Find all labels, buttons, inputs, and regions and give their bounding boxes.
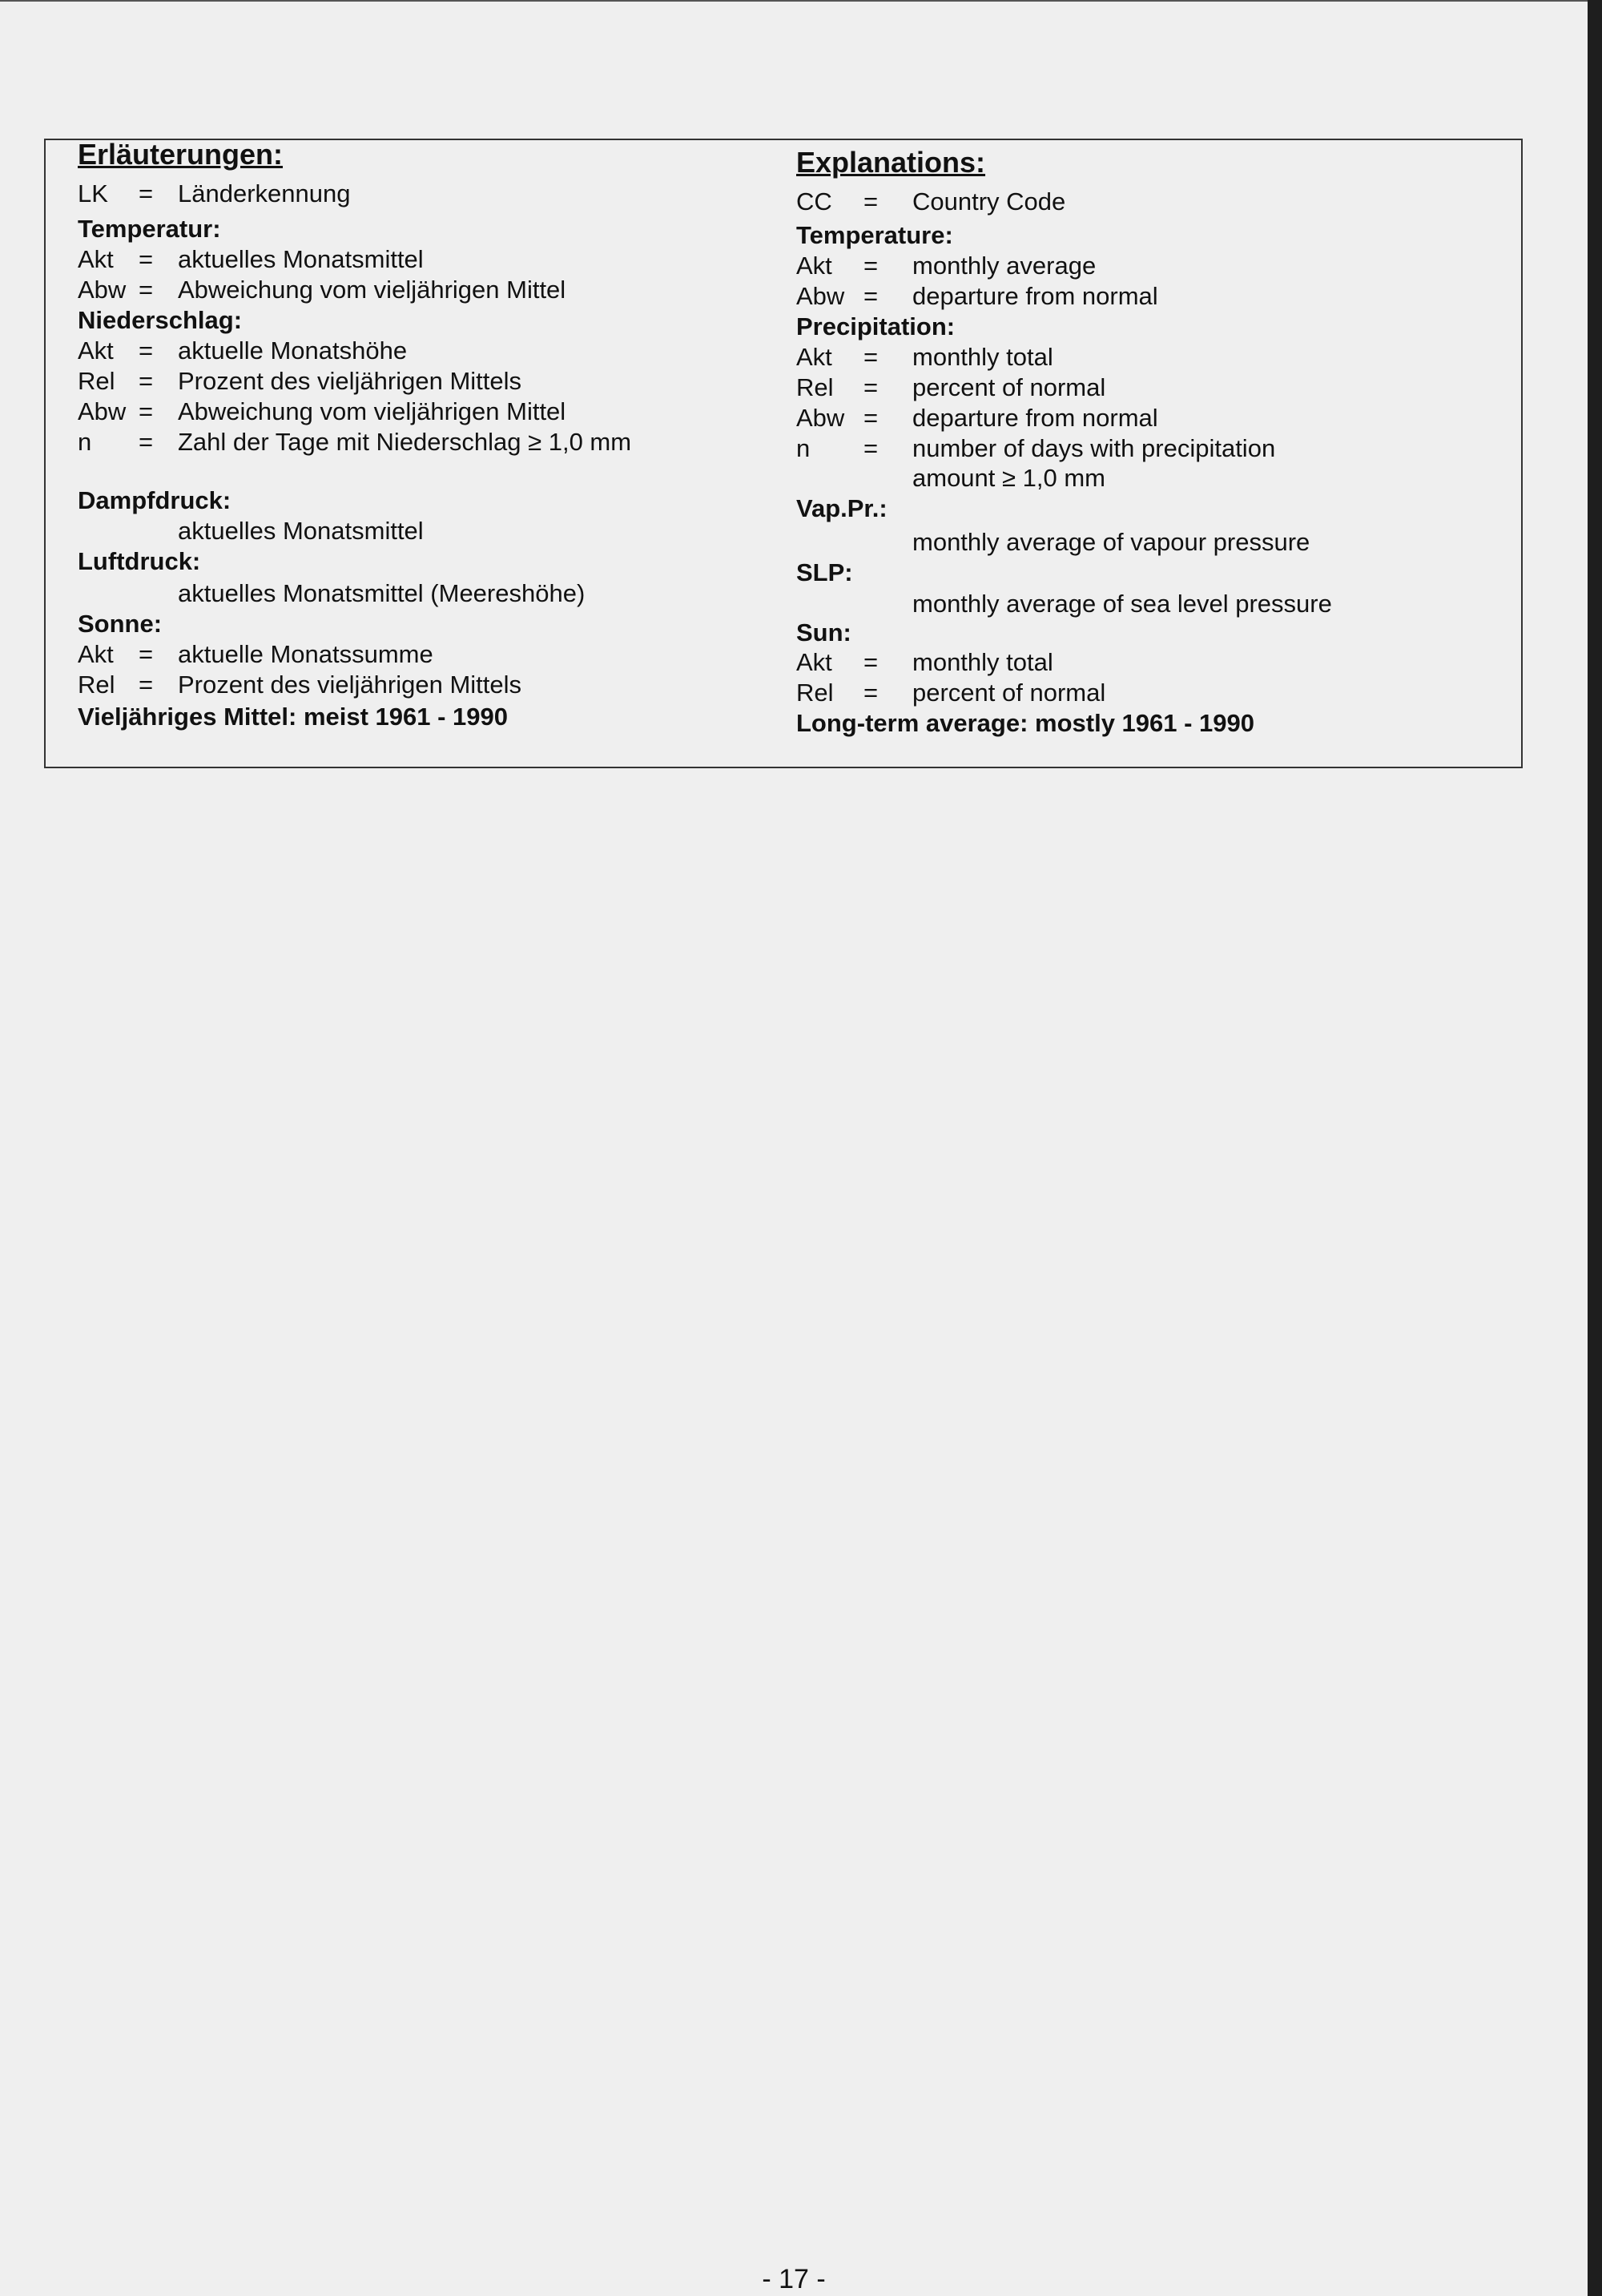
def-eq: = xyxy=(863,404,879,432)
footnote: Vieljähriges Mittel: meist 1961 - 1990 xyxy=(78,703,509,731)
def-abbr: Akt xyxy=(78,336,114,365)
def-text: percent of normal xyxy=(912,373,1106,401)
def-text: aktuelles Monatsmittel xyxy=(178,245,424,273)
def-eq: = xyxy=(139,428,154,456)
def-abbr: Abw xyxy=(796,282,845,310)
page-number: - 17 - xyxy=(762,2264,826,2294)
def-text: monthly total xyxy=(912,343,1053,371)
def-eq: = xyxy=(863,648,879,676)
def-abbr: Akt xyxy=(78,640,114,668)
def-abbr: Rel xyxy=(796,679,834,707)
def-abbr: Rel xyxy=(78,367,115,395)
def-text: monthly average xyxy=(912,252,1097,280)
def-text: Country Code xyxy=(912,187,1066,216)
def-eq: = xyxy=(863,434,879,462)
def-abbr: Akt xyxy=(78,245,114,273)
section-title-sun: Sonne: xyxy=(78,610,163,638)
page-top-edge xyxy=(0,0,1588,2)
explanations-box xyxy=(44,139,1523,768)
def-abbr: Rel xyxy=(78,671,115,699)
section-title-pressure: Luftdruck: xyxy=(78,547,201,575)
def-abbr: Akt xyxy=(796,252,832,280)
section-title-vapour: Vap.Pr.: xyxy=(796,494,888,522)
section-title-vapour: Dampfdruck: xyxy=(78,486,231,514)
def-abbr: LK xyxy=(78,179,108,207)
def-abbr: Abw xyxy=(796,404,845,432)
def-text: Prozent des vieljährigen Mittels xyxy=(178,367,522,395)
def-text-continued: amount ≥ 1,0 mm xyxy=(912,464,1105,492)
section-title-temperature: Temperatur: xyxy=(78,215,221,243)
def-text: percent of normal xyxy=(912,679,1106,707)
def-eq: = xyxy=(863,343,879,371)
def-eq: = xyxy=(863,252,879,280)
section-title-precipitation: Niederschlag: xyxy=(78,306,243,334)
def-eq: = xyxy=(139,276,154,304)
def-abbr: n xyxy=(796,434,811,462)
def-eq: = xyxy=(863,679,879,707)
def-eq: = xyxy=(139,397,154,425)
def-text: aktuelles Monatsmittel xyxy=(178,517,424,545)
def-text: monthly total xyxy=(912,648,1053,676)
def-eq: = xyxy=(863,373,879,401)
def-text: departure from normal xyxy=(912,404,1158,432)
def-text: departure from normal xyxy=(912,282,1158,310)
def-abbr: n xyxy=(78,428,92,456)
def-text: Abweichung vom vieljährigen Mittel xyxy=(178,276,566,304)
section-title-temperature: Temperature: xyxy=(796,221,953,249)
def-text: number of days with precipitation xyxy=(912,434,1276,462)
def-abbr: Rel xyxy=(796,373,834,401)
section-title-sun: Sun: xyxy=(796,618,851,647)
def-eq: = xyxy=(139,245,154,273)
def-text: monthly average of sea level pressure xyxy=(912,590,1332,618)
section-title-pressure: SLP: xyxy=(796,558,853,586)
def-eq: = xyxy=(139,336,154,365)
def-text: aktuelles Monatsmittel (Meereshöhe) xyxy=(178,579,586,607)
def-eq: = xyxy=(139,671,154,699)
def-text: Abweichung vom vieljährigen Mittel xyxy=(178,397,566,425)
footnote: Long-term average: mostly 1961 - 1990 xyxy=(796,709,1255,737)
german-heading: Erläuterungen: xyxy=(78,138,284,171)
english-heading: Explanations: xyxy=(796,146,986,179)
def-eq: = xyxy=(863,282,879,310)
scan-edge-strip xyxy=(1588,0,1602,2296)
def-abbr: CC xyxy=(796,187,832,216)
def-eq: = xyxy=(139,640,154,668)
section-title-precipitation: Precipitation: xyxy=(796,312,956,340)
def-text: Länderkennung xyxy=(178,179,351,207)
def-eq: = xyxy=(139,367,154,395)
def-eq: = xyxy=(863,187,879,216)
def-abbr: Abw xyxy=(78,397,127,425)
def-text: monthly average of vapour pressure xyxy=(912,528,1310,556)
def-abbr: Akt xyxy=(796,343,832,371)
def-eq: = xyxy=(139,179,154,207)
def-text: aktuelle Monatshöhe xyxy=(178,336,408,365)
def-abbr: Abw xyxy=(78,276,127,304)
def-text: Zahl der Tage mit Niederschlag ≥ 1,0 mm xyxy=(178,428,632,456)
def-text: Prozent des vieljährigen Mittels xyxy=(178,671,522,699)
def-text: aktuelle Monatssumme xyxy=(178,640,433,668)
def-abbr: Akt xyxy=(796,648,832,676)
